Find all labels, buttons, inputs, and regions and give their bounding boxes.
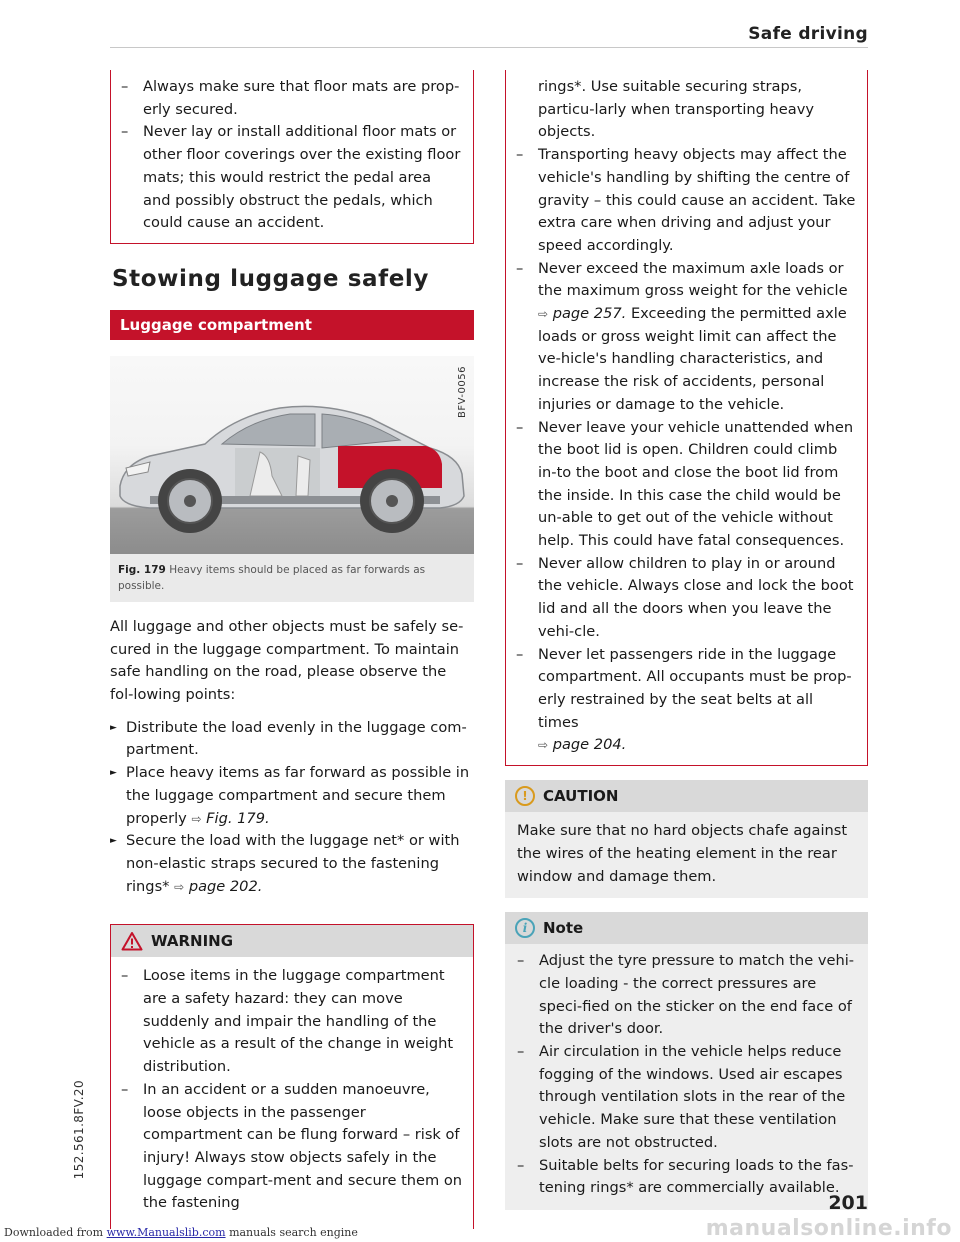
section-title: Safe driving: [748, 24, 868, 44]
figure-reference[interactable]: Fig. 179.: [206, 809, 270, 827]
warning-continuation-list: [121, 76, 463, 235]
warning-box: [110, 924, 474, 1229]
right-column: [505, 70, 868, 1210]
figure-caption-label: Fig. 179: [118, 563, 166, 576]
note-title: Note: [543, 919, 584, 938]
footer-prefix: Downloaded from: [4, 1226, 104, 1239]
note-header: [505, 912, 868, 944]
figure-code: BFV-0056: [457, 365, 468, 418]
page-reference[interactable]: page 204.: [552, 736, 627, 754]
caution-header: [505, 780, 868, 812]
list-item: – Never leave your vehicle unattended when the boot lid is open. Children could climb in-to the boot and close the boot lid from the inside. In this case the child would be un-able to get out of the vehicle without help. This could have fatal consequences.: [516, 417, 857, 553]
list-item: [516, 644, 857, 758]
warning-continuation-box: [110, 70, 474, 244]
list-item: – Always make sure that floor mats are prop-erly secured.: [121, 76, 463, 121]
main-heading: Stowing luggage safely: [112, 265, 430, 292]
list-item: – Never lay or install additional floor mats or other floor coverings over the existing floor mats; this would restrict the pedal area and possibly obstruct the pedals, which could cause an accident.: [121, 121, 463, 235]
list-item: [110, 762, 474, 830]
figure-caption: [110, 556, 474, 602]
footer-suffix: manuals search engine: [229, 1226, 358, 1239]
warning-continued-text: rings*. Use suitable securing straps, particu-larly when transporting heavy objects.: [538, 78, 814, 141]
list-item-text: Secure the load with the luggage net* or with non-elastic straps secured to the fastening rings*: [126, 832, 460, 895]
page-number: 201: [828, 1192, 868, 1214]
list-item: [110, 830, 474, 898]
intro-paragraph: All luggage and other objects must be safely se-cured in the luggage compartment. To maintain safe handling on the road, please observe the fol-lowing points:: [110, 617, 464, 704]
warning-body: [111, 957, 473, 1229]
warning-header: [111, 925, 473, 957]
page-reference[interactable]: page 202.: [188, 877, 263, 895]
warning-title: WARNING: [151, 932, 234, 951]
list-item: [516, 258, 857, 417]
page-reference[interactable]: page 257.: [552, 305, 627, 323]
sub-heading: Luggage compartment: [110, 310, 474, 340]
list-item-text: Place heavy items as far forward as possible in the luggage compartment and secure them properly: [126, 764, 470, 827]
list-item: – Suitable belts for securing loads to the fas-tening rings* are commercially available.: [517, 1155, 856, 1200]
watermark: manualsonline.info: [705, 1216, 952, 1241]
note-box: [505, 912, 868, 1210]
list-item-text: Exceeding the permitted axle loads or gross weight limit can affect the ve-hicle's handling characteristics, and increase the risk of accidents, personal injuries or damage to the vehicle.: [538, 305, 847, 413]
caution-text: Make sure that no hard objects chafe against the wires of the heating element in the rear window and damage them.: [517, 822, 848, 885]
list-item: – Never allow children to play in or around the vehicle. Always close and lock the boot lid and all the doors when you leave the vehi-cle.: [516, 553, 857, 644]
document-code: 152.561.8FV.20: [72, 1080, 86, 1180]
arrow-right-icon: ⇨: [174, 879, 185, 894]
list-item-text: Never exceed the maximum axle loads or the maximum gross weight for the vehicle: [538, 259, 848, 300]
caution-box: [505, 780, 868, 898]
caution-circle-icon: !: [515, 786, 535, 806]
car-cutaway-image: [110, 356, 474, 556]
instruction-list: [110, 717, 474, 899]
left-column: [110, 70, 474, 1229]
figure-caption-text: Heavy items should be placed as far forwards as possible.: [118, 563, 426, 592]
note-body: [505, 944, 868, 1210]
footer-link[interactable]: www.Manualslib.com: [106, 1226, 226, 1239]
list-item: – Air circulation in the vehicle helps reduce fogging of the windows. Used air escapes through ventilation slots in the rear of the vehicle. Make sure that these ventilation slots are not obstructed.: [517, 1041, 856, 1155]
list-item: – Loose items in the luggage compartment are a safety hazard: they can move suddenly and impair the handling of the vehicle as a result of the change in weight distribution.: [121, 965, 463, 1079]
list-item: – Transporting heavy objects may affect the vehicle's handling by shifting the centre of gravity – this could cause an accident. Take extra care when driving and adjust your speed accordingly.: [516, 144, 857, 258]
arrow-right-icon: ⇨: [538, 738, 549, 753]
header-rule: [110, 47, 868, 48]
list-item: – In an accident or a sudden manoeuvre, loose objects in the passenger compartment can be flung forward – risk of injury! Always stow objects safely in the luggage compart-ment and secure them on the fastening: [121, 1079, 463, 1215]
info-circle-icon: i: [515, 918, 535, 938]
warning-list: [121, 965, 463, 1215]
list-item: – Adjust the tyre pressure to match the vehi-cle loading - the correct pressures are speci-fied on the sticker on the end face of the driver's door.: [517, 950, 856, 1041]
note-list: [517, 950, 856, 1200]
warning-triangle-icon: [121, 931, 143, 951]
arrow-right-icon: ⇨: [538, 307, 549, 322]
car-illustration: [110, 356, 474, 556]
list-item-text: Never let passengers ride in the luggage compartment. All occupants must be prop-erly restrained by the seat belts at all times: [538, 645, 852, 731]
caution-title: CAUTION: [543, 787, 619, 806]
warning-continuation-box: [505, 70, 868, 766]
list-item: ► Distribute the load evenly in the luggage com-partment.: [110, 717, 474, 762]
warning-continued-list: [516, 144, 857, 757]
figure: [110, 356, 474, 602]
arrow-right-icon: ⇨: [191, 811, 202, 826]
download-footer: [4, 1226, 358, 1239]
